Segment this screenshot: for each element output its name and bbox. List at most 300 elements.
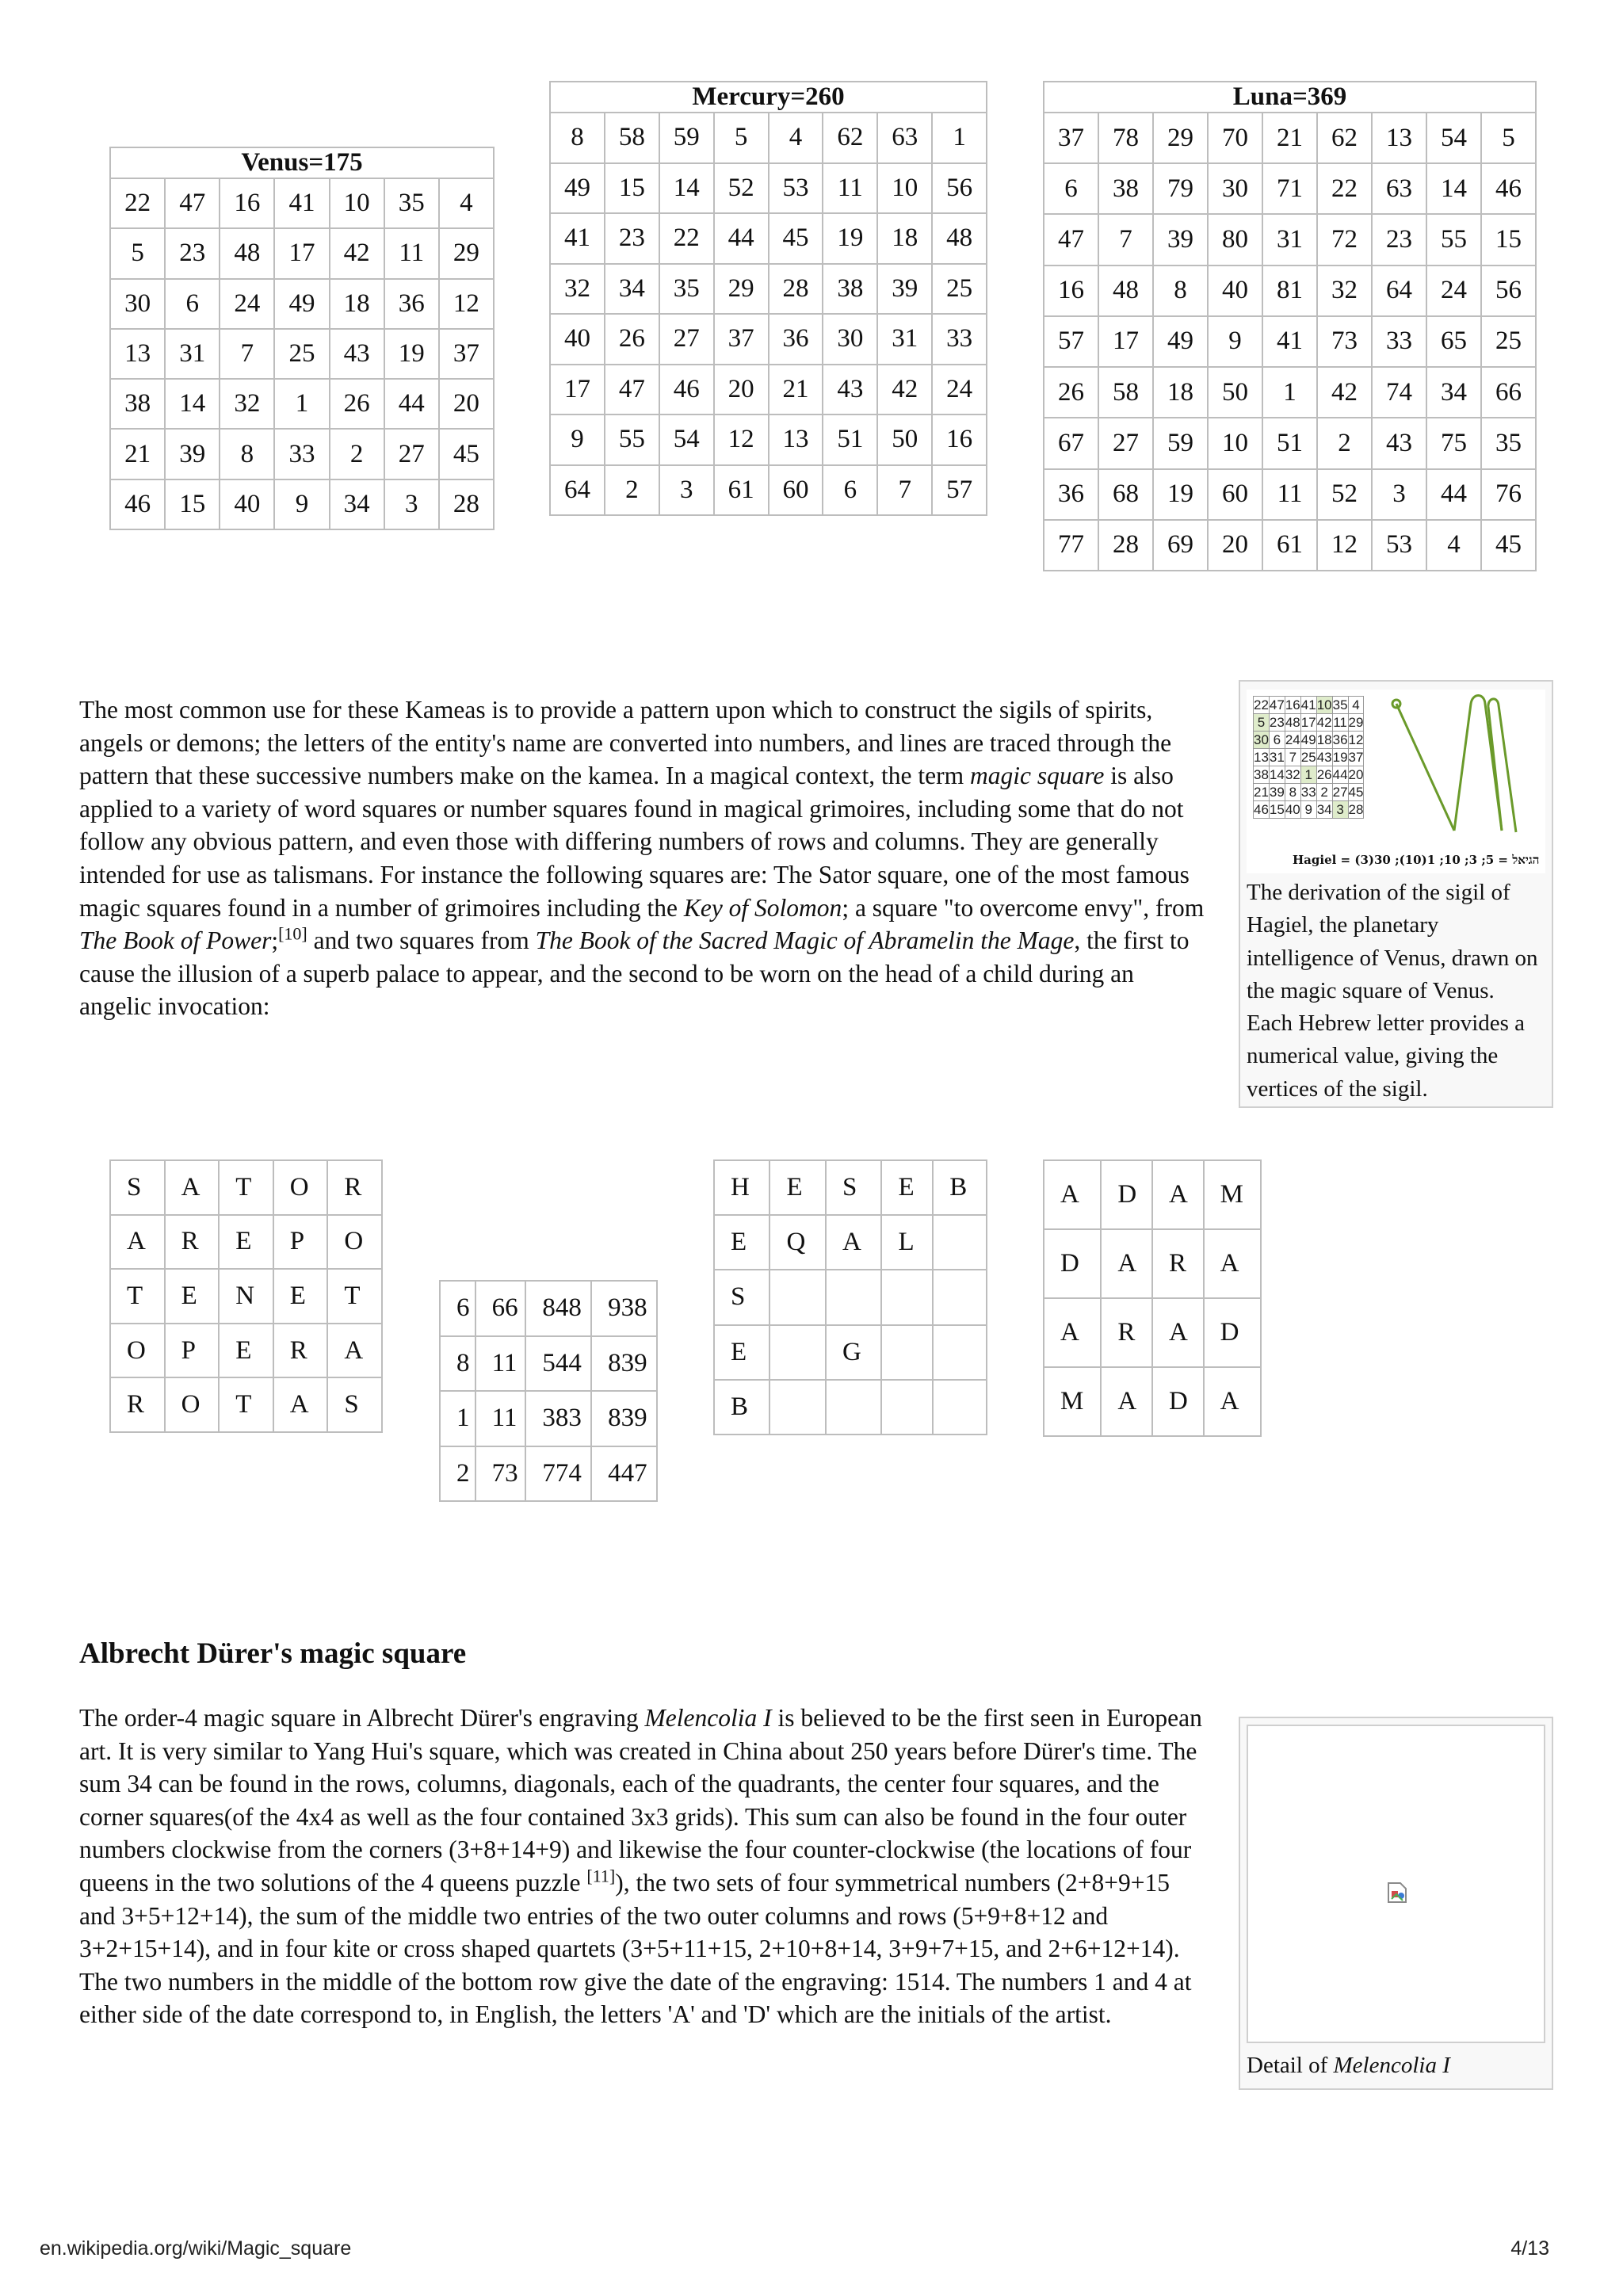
square-cell: 43 [1372,418,1426,468]
square-cell: 37 [714,314,769,365]
square-cell: 6 [823,465,877,516]
mini-cell: 18 [1316,732,1332,747]
square-cell: 68 [1098,469,1153,520]
square-cell: 32 [550,264,605,315]
square-row [440,1446,657,1502]
square-cell: 24 [932,365,987,415]
square-cell: 54 [1426,113,1481,163]
square-cell: S [327,1377,382,1432]
square-row [110,228,494,278]
square-cell: 3 [384,479,439,529]
square-row [110,1269,382,1324]
square-cell: 28 [769,264,823,315]
square-cell: 14 [1426,163,1481,214]
square-cell [933,1380,987,1435]
square-cell: 18 [330,279,384,329]
mini-cell: 27 [1332,784,1348,800]
square-cell: 22 [659,213,714,264]
square-cell: 35 [384,178,439,228]
square-cell: 19 [823,213,877,264]
mini-cell: 40 [1285,801,1300,817]
mini-cell: 8 [1285,784,1300,801]
square-cell: 774 [525,1446,591,1502]
square-cell: 52 [714,163,769,214]
square-cell: 52 [1317,469,1372,520]
square-cell: 27 [384,429,439,479]
square-cell: 31 [165,329,220,379]
square-cell: 72 [1317,214,1372,265]
mini-cell: 2 [1316,784,1332,801]
square-cell: 73 [475,1446,526,1502]
square-cell: A [1044,1160,1101,1229]
luna-square-title: Luna=369 [1044,82,1536,113]
square-row [110,429,494,479]
square-cell: 17 [550,365,605,415]
square-row [550,213,987,264]
square-cell: 63 [1372,163,1426,214]
square-cell: 11 [475,1391,526,1446]
square-cell: 24 [220,279,274,329]
adam-square-body [1044,1160,1261,1436]
hagiel-sigil-lines [1247,690,1545,873]
square-cell: 78 [1098,113,1153,163]
square-cell: 67 [1044,418,1098,468]
square-cell: 35 [659,264,714,315]
square-cell: 40 [1208,266,1262,316]
square-cell: 22 [1317,163,1372,214]
square-cell: 17 [1098,316,1153,367]
square-cell: 51 [823,415,877,465]
kamea-text-3: ; a square "to overcome envy", from [842,893,1205,922]
square-cell: A [826,1215,881,1270]
square-cell: 39 [877,264,932,315]
square-cell: 32 [1317,266,1372,316]
mini-cell: 3 [1332,801,1348,819]
heseb-square-body [714,1160,987,1435]
mini-cell: 31 [1269,749,1285,765]
square-cell: 1 [274,379,329,429]
square-cell: 62 [1317,113,1372,163]
kamea-em-book-of-power[interactable]: The Book of Power [79,926,272,955]
mini-cell: 5 [1254,714,1270,732]
square-cell: 53 [1372,520,1426,571]
square-cell: 16 [1044,266,1098,316]
square-cell: G [826,1325,881,1380]
square-cell: R [1152,1229,1204,1298]
square-cell: 45 [439,429,494,479]
heseb-square-table [713,1159,987,1435]
square-row [110,1215,382,1270]
square-cell: 70 [1208,113,1262,163]
mini-cell: 42 [1316,714,1332,730]
square-cell: 80 [1208,214,1262,265]
durer-em-melencolia[interactable]: Melencolia I [644,1704,772,1732]
square-cell: 44 [1426,469,1481,520]
square-cell: 15 [1481,214,1536,265]
square-cell: 7 [877,465,932,516]
square-cell: 38 [110,379,165,429]
square-cell: 43 [823,365,877,415]
mini-cell: 46 [1254,801,1269,817]
square-cell: A [1044,1298,1101,1367]
square-cell: A [1152,1298,1204,1367]
square-cell: 1 [440,1391,475,1446]
square-cell: L [881,1215,933,1270]
melencolia-caption [1240,2050,1552,2082]
square-cell: 19 [384,329,439,379]
square-cell: E [881,1160,933,1215]
square-cell: 23 [1372,214,1426,265]
square-cell: 9 [274,479,329,529]
mini-cell: 4 [1348,697,1364,714]
square-cell: E [714,1325,769,1380]
mercury-square-body [550,113,987,515]
square-cell [826,1270,881,1324]
mini-cell: 41 [1300,697,1316,712]
square-cell: 12 [1317,520,1372,571]
square-cell: A [273,1377,328,1432]
envy-square-body [440,1281,657,1501]
mercury-square-table [549,81,987,516]
mini-cell: 39 [1269,784,1285,800]
square-cell: 57 [932,465,987,516]
square-cell [769,1380,825,1435]
square-cell: D [1044,1229,1101,1298]
mini-cell: 16 [1285,697,1300,712]
square-cell: T [219,1377,273,1432]
mini-cell: 20 [1348,766,1364,782]
square-cell: 12 [714,415,769,465]
square-cell: 4 [1426,520,1481,571]
square-cell: 42 [330,228,384,278]
square-cell: M [1204,1160,1261,1229]
square-cell: 48 [932,213,987,264]
square-cell: 44 [714,213,769,264]
square-cell: 11 [475,1336,526,1392]
square-row [1044,469,1536,520]
square-cell [933,1215,987,1270]
venus-square-body [110,178,494,529]
square-row [110,1377,382,1432]
hagiel-label: Hagiel = הגיאל = 5; 3; 10; 1(10); 30(3) [1293,853,1540,867]
luna-square-body [1044,113,1536,571]
square-cell: E [165,1269,220,1324]
square-cell: 42 [877,365,932,415]
square-cell: 20 [439,379,494,429]
square-cell: 938 [591,1281,657,1336]
square-cell: 36 [769,314,823,365]
square-cell: 26 [605,314,659,365]
square-cell [881,1270,933,1324]
square-cell: 36 [1044,469,1098,520]
mini-cell: 15 [1269,801,1285,817]
square-cell: D [1152,1367,1204,1436]
square-row [550,415,987,465]
square-cell: 6 [165,279,220,329]
square-row [714,1325,987,1380]
mini-cell: 38 [1254,766,1269,782]
square-cell: D [1204,1298,1261,1367]
mini-cell: 23 [1269,714,1285,730]
square-cell: R [110,1377,165,1432]
square-cell: T [327,1269,382,1324]
square-cell: 46 [659,365,714,415]
square-cell: 59 [659,113,714,163]
sator-square-body [110,1160,382,1432]
square-cell [881,1380,933,1435]
square-cell: T [110,1269,165,1324]
square-cell: 37 [1044,113,1098,163]
square-cell: 76 [1481,469,1536,520]
mini-cell: 25 [1300,749,1316,765]
square-cell: N [219,1269,273,1324]
durer-section-heading: Albrecht Dürer's magic square [79,1637,467,1670]
square-cell: 29 [714,264,769,315]
square-cell: 2 [1317,418,1372,468]
square-cell: E [714,1215,769,1270]
square-row [110,329,494,379]
mini-cell: 28 [1348,801,1364,817]
square-cell: 14 [165,379,220,429]
square-row [110,1324,382,1378]
square-cell: 24 [1426,266,1481,316]
square-row [1044,163,1536,214]
square-cell: E [219,1324,273,1378]
square-cell [769,1270,825,1324]
melencolia-image-frame[interactable] [1247,1725,1545,2043]
square-row [1044,367,1536,418]
square-cell: P [165,1324,220,1378]
square-cell: D [1101,1160,1152,1229]
square-cell: P [273,1215,328,1270]
square-row [1044,266,1536,316]
square-cell: 46 [1481,163,1536,214]
square-cell: 6 [440,1281,475,1336]
square-cell: 1 [1262,367,1317,418]
square-cell: 7 [1098,214,1153,265]
melencolia-caption-prefix: Detail of [1247,2053,1334,2078]
kamea-text-1: The most common use for these Kameas is to provide a pattern upon which to construct the sigils of spirits, angels or demons; the letters of the entity's name are converted into numbers, and lines are traced through the pattern that these successive numbers make on the kamea. In a magical context, the term [79,696,1172,790]
square-cell: 51 [1262,418,1317,468]
square-cell: 21 [1262,113,1317,163]
square-row [550,264,987,315]
square-row [550,314,987,365]
square-cell: 48 [220,228,274,278]
square-cell: 29 [439,228,494,278]
square-cell: 34 [605,264,659,315]
mini-cell: 47 [1269,697,1285,712]
square-cell: 25 [274,329,329,379]
square-row [440,1281,657,1336]
adam-square-table [1043,1159,1262,1437]
kamea-text-4: and two squares from [307,926,536,955]
square-cell: 5 [110,228,165,278]
citation-11-link[interactable]: [11] [586,1866,616,1886]
mini-cell: 29 [1348,714,1364,730]
square-cell: 11 [823,163,877,214]
melencolia-figure [1239,1717,1553,2090]
mini-cell: 45 [1348,784,1364,800]
square-cell [769,1325,825,1380]
square-cell: 47 [605,365,659,415]
square-row [550,163,987,214]
square-cell: 30 [1208,163,1262,214]
square-cell: 36 [384,279,439,329]
square-cell: 839 [591,1336,657,1392]
square-cell: 3 [659,465,714,516]
durer-text-1: The order-4 magic square in Albrecht Dürer's engraving [79,1704,645,1732]
square-cell: 5 [714,113,769,163]
square-cell: 17 [274,228,329,278]
mini-cell: 13 [1254,749,1269,765]
square-cell: 39 [165,429,220,479]
sator-square-table [109,1159,383,1433]
square-cell: A [327,1324,382,1378]
square-cell: 26 [330,379,384,429]
square-row [1044,520,1536,571]
square-cell: 50 [1208,367,1262,418]
square-cell: 71 [1262,163,1317,214]
square-cell: 5 [1481,113,1536,163]
square-cell: 28 [1098,520,1153,571]
square-cell: 65 [1426,316,1481,367]
mini-cell: 33 [1300,784,1316,800]
square-cell: 27 [659,314,714,365]
square-cell: 41 [1262,316,1317,367]
mini-cell: 35 [1332,697,1348,712]
square-cell: 49 [550,163,605,214]
square-cell: 8 [1153,266,1208,316]
mini-cell: 6 [1269,732,1285,749]
kamea-text-2: is also applied to a variety of word squares or number squares found in magical grimoires, including some that do not follow any obvious pattern, and even those with differing numbers of rows and columns. They are generally intended for use as talismans. For instance the following squares are: The Sator square, one of the most famous magic squares found in a number of grimoires including the [79,762,1190,922]
square-cell [881,1325,933,1380]
square-cell: 2 [330,429,384,479]
square-cell: 64 [550,465,605,516]
mini-cell: 22 [1254,697,1269,712]
kamea-em-abramelin[interactable]: The Book of the Sacred Magic of Abramelin the Mage [535,926,1075,955]
square-cell: 47 [165,178,220,228]
luna-square-table [1043,81,1537,571]
square-cell: 13 [110,329,165,379]
square-cell: O [165,1377,220,1432]
mini-cell: 14 [1269,766,1285,782]
square-row [714,1380,987,1435]
square-row [550,365,987,415]
square-cell: 13 [769,415,823,465]
mini-cell: 17 [1300,714,1316,730]
square-cell: 1 [932,113,987,163]
square-row [714,1215,987,1270]
square-cell: 12 [439,279,494,329]
square-cell: 27 [1098,418,1153,468]
square-row [110,178,494,228]
square-cell: 30 [110,279,165,329]
square-cell: 839 [591,1391,657,1446]
mini-cell: 1 [1300,766,1316,784]
mini-cell: 36 [1332,732,1348,747]
square-cell: 23 [605,213,659,264]
square-cell: 16 [220,178,274,228]
square-cell: 848 [525,1281,591,1336]
square-cell: E [273,1269,328,1324]
kamea-paragraph: The most common use for these Kameas is to provide a pattern upon which to construct the sigils of spirits, angels or demons; the letters of the entity's name are converted into numbers, and lines are traced through the pattern that these successive numbers make on the kamea. In a magical context, the term magic square is also applied to a variety of word squares or number squares found in magical grimoires, including some that do not follow any obvious pattern, and even those with differing numbers of rows and columns. They are generally intended for use as talismans. For instance the following squares are: The Sator square, one of the most famous magic squares found in a number of grimoires including the Key of Solomon; a square "to overcome envy", from The Book of Power;[10] and two squares from The Book of the Sacred Magic of Abramelin the Mage, the first to cause the illusion of a superb palace to appear, and the second to be worn on the head of a child during an angelic invocation: [79,696,1205,1021]
durer-paragraph [79,1702,1205,2031]
square-cell: 31 [1262,214,1317,265]
square-cell: 16 [932,415,987,465]
mini-cell: 32 [1285,766,1300,782]
hagiel-sigil-image[interactable] [1247,690,1545,873]
venus-square-table [109,147,495,530]
square-cell: 39 [1153,214,1208,265]
square-cell: 58 [605,113,659,163]
square-cell: 32 [220,379,274,429]
mini-cell: 10 [1316,697,1332,712]
citation-10-link[interactable]: [10] [278,923,307,944]
mini-cell: 19 [1332,749,1348,765]
square-cell: 49 [274,279,329,329]
mini-cell: 34 [1316,801,1332,817]
square-cell: S [826,1160,881,1215]
square-cell: 64 [1372,266,1426,316]
square-cell: 38 [823,264,877,315]
square-cell: 47 [1044,214,1098,265]
square-cell: 9 [550,415,605,465]
hagiel-caption: The derivation of the sigil of Hagiel, the planetary intelligence of Venus, drawn on the magic square of Venus. Each Hebrew letter provides a numerical value, giving the vertices of the sigil. [1247,880,1538,1102]
square-cell: 79 [1153,163,1208,214]
square-cell: 18 [1153,367,1208,418]
mini-cell: 7 [1285,749,1300,766]
square-cell: 11 [384,228,439,278]
square-cell: 60 [769,465,823,516]
square-cell: 40 [220,479,274,529]
square-row [440,1336,657,1392]
square-cell: 43 [330,329,384,379]
square-cell [933,1270,987,1324]
square-cell: 56 [932,163,987,214]
square-cell: 66 [1481,367,1536,418]
square-cell: 61 [1262,520,1317,571]
square-cell: 18 [877,213,932,264]
square-cell: H [714,1160,769,1215]
square-cell: O [327,1215,382,1270]
square-row [714,1270,987,1324]
mini-cell: 43 [1316,749,1332,765]
kamea-em-key-of-solomon[interactable]: Key of Solomon [683,893,842,922]
square-cell: B [714,1380,769,1435]
square-cell: 44 [384,379,439,429]
square-cell: 33 [1372,316,1426,367]
mini-cell: 49 [1300,732,1316,747]
square-cell: R [165,1215,220,1270]
durer-text-3: ), the two sets of four symmetrical numbers (2+8+9+15 and 3+5+12+14), the sum of the middle two entries of the two outer columns and rows (5+9+8+12 and 3+2+15+14), and in four kite or cross shaped quartets (3+5+11+15, 2+10+8+14, 3+9+7+15, and 2+6+12+14). The two numbers in the middle of the bottom row give the date of the engraving: 1514. The numbers 1 and 4 at either side of the date correspond to, in English, the letters 'A' and 'D' which are the initials of the artist. [79,1868,1192,2029]
square-cell: 20 [714,365,769,415]
square-cell: A [1204,1229,1261,1298]
square-cell: 2 [440,1446,475,1502]
square-cell: 49 [1153,316,1208,367]
square-cell: 66 [475,1281,526,1336]
square-cell: 4 [439,178,494,228]
square-cell: 63 [877,113,932,163]
square-cell: B [933,1160,987,1215]
square-cell: A [1101,1229,1152,1298]
square-cell: 53 [769,163,823,214]
square-cell: 26 [1044,367,1098,418]
square-cell: 81 [1262,266,1317,316]
mini-cell: 24 [1285,732,1300,747]
square-cell: 55 [605,415,659,465]
square-cell: R [1101,1298,1152,1367]
broken-image-icon [1387,1881,1407,1904]
